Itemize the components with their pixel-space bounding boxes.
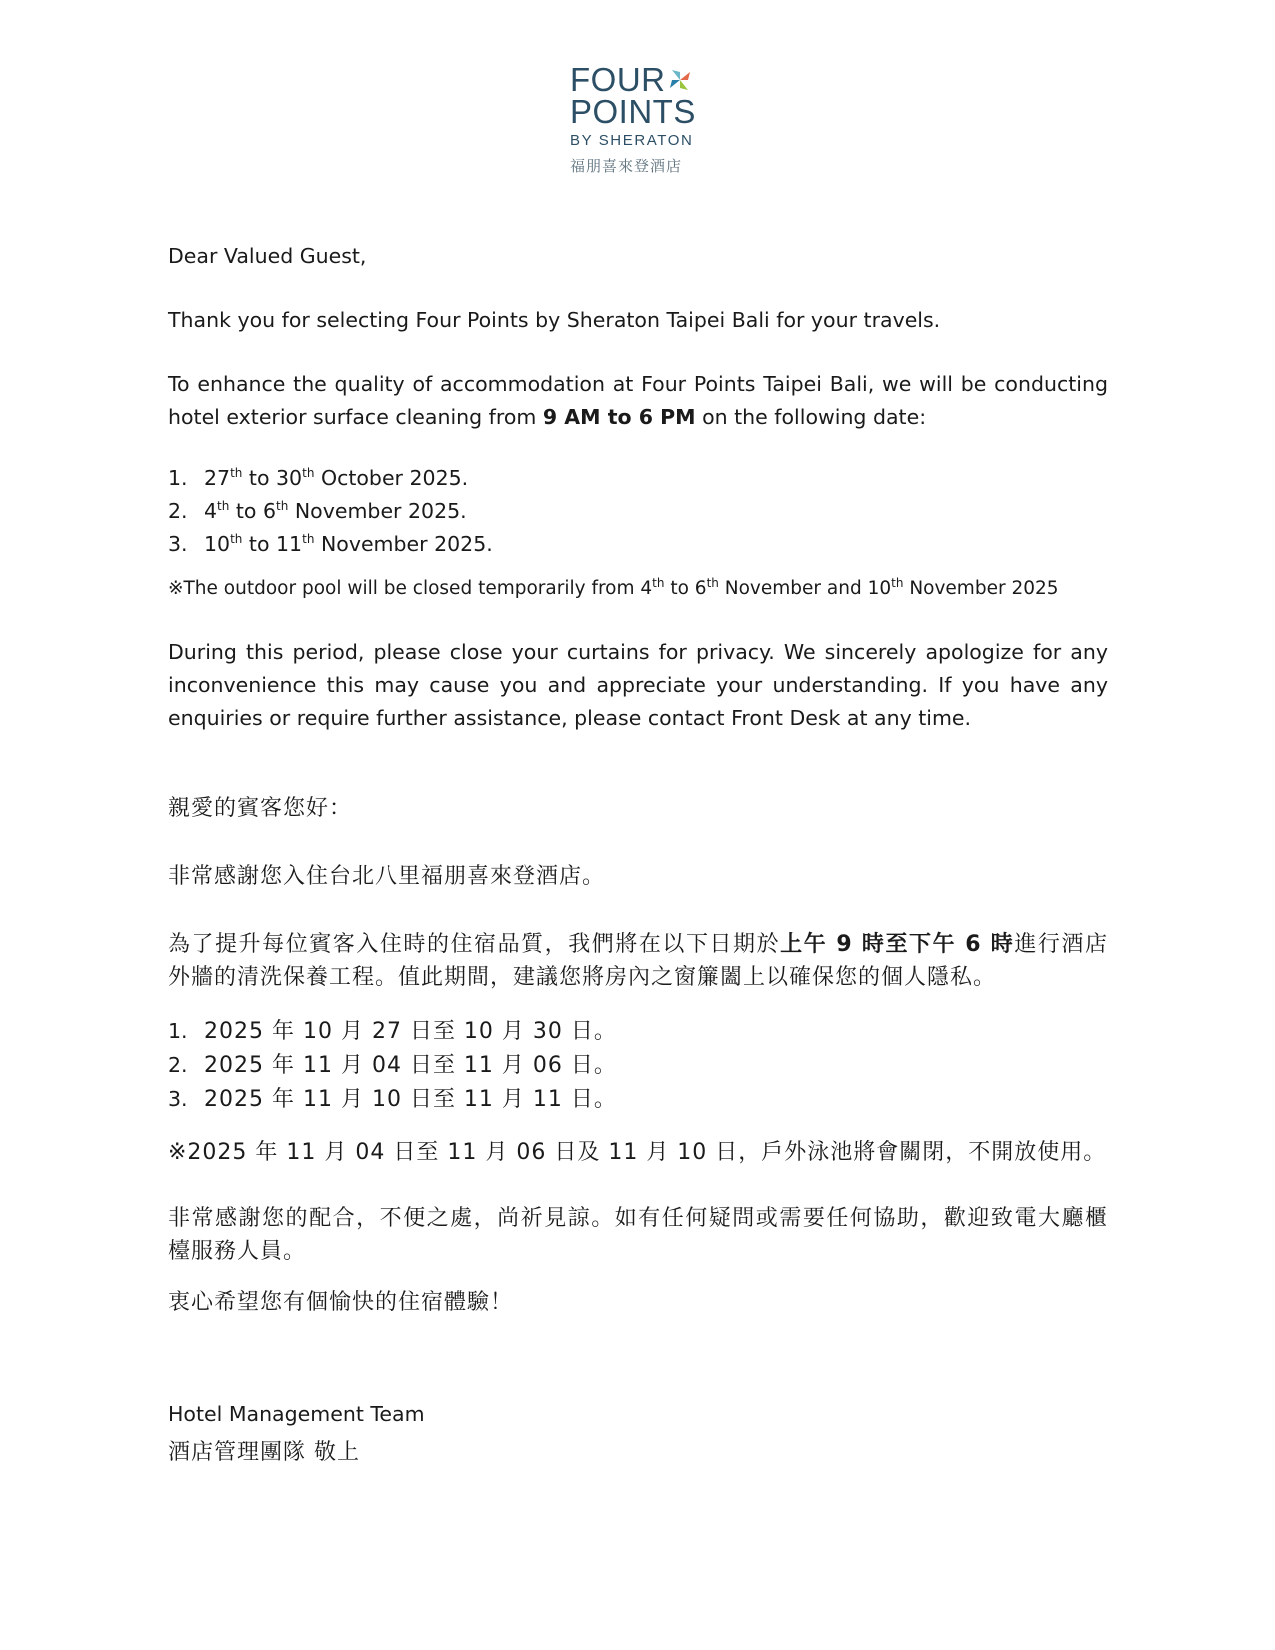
english-closing: During this period, please close your curtains for privacy. We sincerely apologize for any inconvenience this may cause you and appreciate your understanding. If you have any enquiries or require further assistance, please contact Front Desk at any time. <box>168 640 1108 730</box>
list-item: 1. 27th to 30th October 2025. <box>168 466 469 490</box>
chinese-greeting: 親愛的賓客您好： <box>168 796 353 821</box>
chinese-thanks: 非常感謝您入住台北八里福朋喜來登酒店。 <box>168 864 606 889</box>
hotel-logo <box>570 61 710 176</box>
list-item: 3. 10th to 11th November 2025. <box>168 532 493 556</box>
english-thanks: Thank you for selecting Four Points by Sheraton Taipei Bali for your travels. <box>168 308 941 332</box>
cleaning-hours: 9 AM to 6 PM <box>542 405 696 429</box>
english-pool-note: ※The outdoor pool will be closed temporarily from 4th to 6th November and 10th November 2025 <box>168 575 1059 599</box>
logo-four: FOUR <box>570 61 666 98</box>
signature-chinese: 酒店管理團隊 敬上 <box>168 1440 360 1465</box>
logo-chinese-name: 福朋喜來登酒店 <box>570 157 683 175</box>
list-item: 2. 2025 年 11 月 04 日至 11 月 06 日。 <box>168 1053 617 1078</box>
cleaning-hours-cn: 上午 9 時至下午 6 時 <box>780 932 1015 957</box>
signature-english: Hotel Management Team <box>168 1402 425 1426</box>
english-intro: To enhance the quality of accommodation at Four Points Taipei Bali, we will be conducting hotel exterior surface cleaning from 9 AM to 6 PM on the following date: <box>168 372 1108 429</box>
list-item: 1. 2025 年 10 月 27 日至 10 月 30 日。 <box>168 1019 617 1044</box>
chinese-wish: 衷心希望您有個愉快的住宿體驗！ <box>168 1290 514 1315</box>
english-greeting: Dear Valued Guest, <box>168 244 367 268</box>
chinese-apology: 非常感謝您的配合，不便之處，尚祈見諒。如有任何疑問或需要任何協助，歡迎致電大廳櫃檯服務人員。 <box>168 1206 1108 1264</box>
pinwheel-icon <box>668 68 692 92</box>
list-item: 2. 4th to 6th November 2025. <box>168 499 467 523</box>
chinese-pool-note: ※2025 年 11 月 04 日至 11 月 06 日及 11 月 10 日，戶外泳池將會關閉，不開放使用。 <box>168 1140 1107 1165</box>
list-item: 3. 2025 年 11 月 10 日至 11 月 11 日。 <box>168 1087 617 1112</box>
chinese-intro: 為了提升每位賓客入住時的住宿品質，我們將在以下日期於上午 9 時至下午 6 時進行酒店外牆的清洗保養工程。值此期間，建議您將房內之窗簾闔上以確保您的個人隱私。 <box>168 932 1108 990</box>
logo-by-sheraton: BY SHERATON <box>570 132 694 149</box>
logo-points: POINTS <box>570 93 696 130</box>
